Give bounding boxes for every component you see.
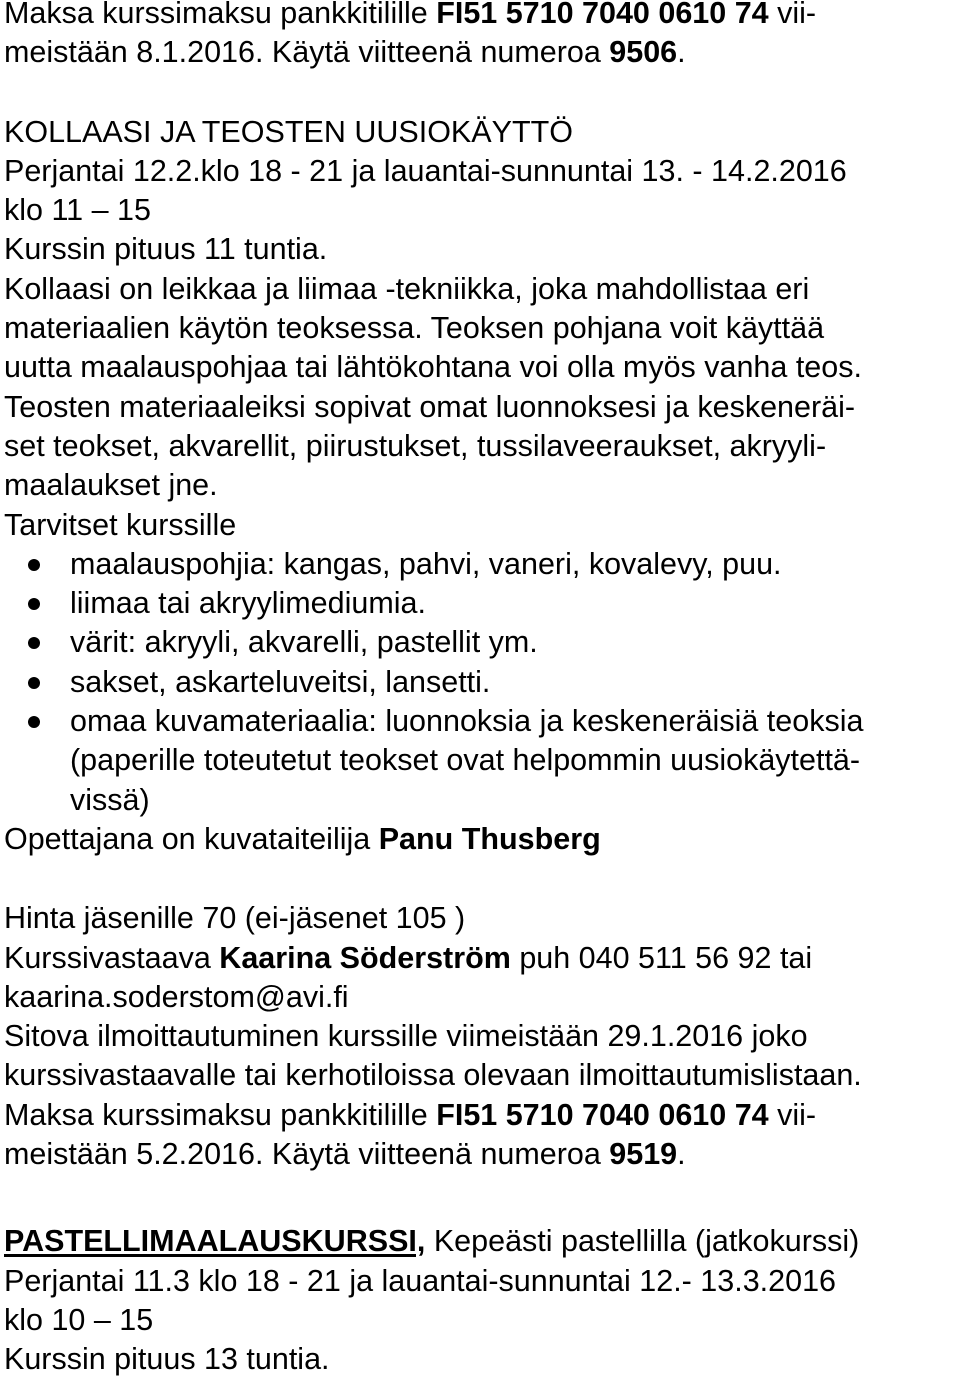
payment-text: Maksa kurssimaksu pankkitilille <box>4 1097 437 1132</box>
collage-description-line: Teosten materiaaleiksi sopivat omat luonnoksesi ja keskeneräi- <box>4 389 856 424</box>
teacher-line <box>4 820 956 859</box>
list-item <box>4 702 956 741</box>
collage-schedule: Perjantai 12.2.klo 18 - 21 ja lauantai-sunnuntai 13. - 14.2.2016 <box>4 153 847 188</box>
price-line <box>4 899 956 938</box>
needs-list <box>4 545 956 741</box>
bullet-icon <box>28 637 40 649</box>
collage-duration: Kurssin pituus 11 tuntia. <box>4 232 328 267</box>
payment-line-1 <box>4 0 956 33</box>
price-text: (ei-jäsenet 105 <box>244 901 456 936</box>
contact-name: Kaarina Söderström <box>219 940 511 975</box>
collage-description-line: materiaalien käytön teoksessa. Teoksen pohjana voit käyttää <box>4 311 825 346</box>
payment-text: meistään 5.2.2016. Käytä viitteenä numeroa <box>4 1137 610 1172</box>
bullet-icon <box>28 716 40 728</box>
price-text: ) <box>455 901 466 936</box>
contact-label: Kurssivastaava <box>4 940 220 975</box>
payment-text: . <box>677 35 686 70</box>
contact-email: kaarina.soderstom@avi.fi <box>4 979 349 1014</box>
signup-line-1: Sitova ilmoittautuminen kurssille viimeistään 29.1.2016 joko <box>4 1019 808 1054</box>
pastel-duration: Kurssin pituus 13 tuntia. <box>4 1342 330 1377</box>
needs-heading: Tarvitset kurssille <box>4 507 237 542</box>
payment-text: vii- <box>768 1097 817 1132</box>
list-item <box>4 663 956 702</box>
list-item-text: maalauspohjia: kangas, pahvi, vaneri, kovalevy, puu. <box>70 546 782 581</box>
bullet-icon <box>28 598 40 610</box>
signup-line-2: kurssivastaavalle tai kerhotiloissa olevaan ilmoittautumislistaan. <box>4 1058 862 1093</box>
pastel-schedule-hours: klo 10 – 15 <box>4 1302 154 1337</box>
bullet-icon <box>28 677 40 689</box>
price-text: Hinta jäsenille 70 <box>4 901 245 936</box>
pastel-course-heading <box>4 1222 956 1261</box>
payment-text: Maksa kurssimaksu pankkitilille <box>4 0 437 30</box>
collage-course-title: KOLLAASI JA TEOSTEN UUSIOKÄYTTÖ <box>4 114 573 149</box>
collage-description-line: Kollaasi on leikkaa ja liimaa -tekniikka, joka mahdollistaa eri <box>4 271 810 306</box>
reference-number: 9519 <box>609 1137 678 1172</box>
pastel-schedule: Perjantai 11.3 klo 18 - 21 ja lauantai-sunnuntai 12.- 13.3.2016 <box>4 1263 836 1298</box>
teacher-name: Panu Thusberg <box>378 821 601 856</box>
list-item-text: liimaa tai akryylimediumia. <box>70 586 426 621</box>
bullet-icon <box>28 559 40 571</box>
list-item <box>4 623 956 662</box>
collage-description-line: maalaukset jne. <box>4 468 218 503</box>
payment-text: . <box>677 1137 686 1172</box>
pastel-course-title: PASTELLIMAALAUSKURSSI, <box>4 1224 426 1259</box>
list-item <box>4 584 956 623</box>
list-item-continuation: vissä) <box>70 782 150 817</box>
payment-text: meistään 8.1.2016. Käytä viitteenä numeroa <box>4 35 610 70</box>
bank-account-number: FI51 5710 7040 0610 74 <box>436 1097 769 1132</box>
collage-description-line: set teokset, akvarellit, piirustukset, tussilaveeraukset, akryyli- <box>4 428 827 463</box>
payment-line-2 <box>4 33 956 72</box>
collage-schedule-hours: klo 11 – 15 <box>4 193 151 228</box>
document-page <box>4 0 956 1380</box>
teacher-label: Opettajana on kuvataiteilija <box>4 821 379 856</box>
pastel-course-subtitle: Kepeästi pastellilla (jatkokurssi) <box>425 1224 860 1259</box>
contact-line <box>4 939 956 978</box>
list-item-text: omaa kuvamateriaalia: luonnoksia ja keskeneräisiä teoksia <box>70 704 864 739</box>
list-item-text: sakset, askarteluveitsi, lansetti. <box>70 664 491 699</box>
list-item <box>4 545 956 584</box>
list-item-continuation: (paperille toteutetut teokset ovat helpommin uusiokäytettä- <box>70 743 861 778</box>
collage-description-line: uutta maalauspohjaa tai lähtökohtana voi olla myös vanha teos. <box>4 350 862 385</box>
reference-number: 9506 <box>609 35 678 70</box>
collage-payment-line-1 <box>4 1096 956 1135</box>
contact-phone: puh 040 511 56 92 tai <box>510 940 813 975</box>
bank-account-number: FI51 5710 7040 0610 74 <box>436 0 769 30</box>
payment-text: vii- <box>768 0 817 30</box>
list-item-text: värit: akryyli, akvarelli, pastellit ym. <box>70 625 538 660</box>
collage-payment-line-2 <box>4 1135 956 1174</box>
